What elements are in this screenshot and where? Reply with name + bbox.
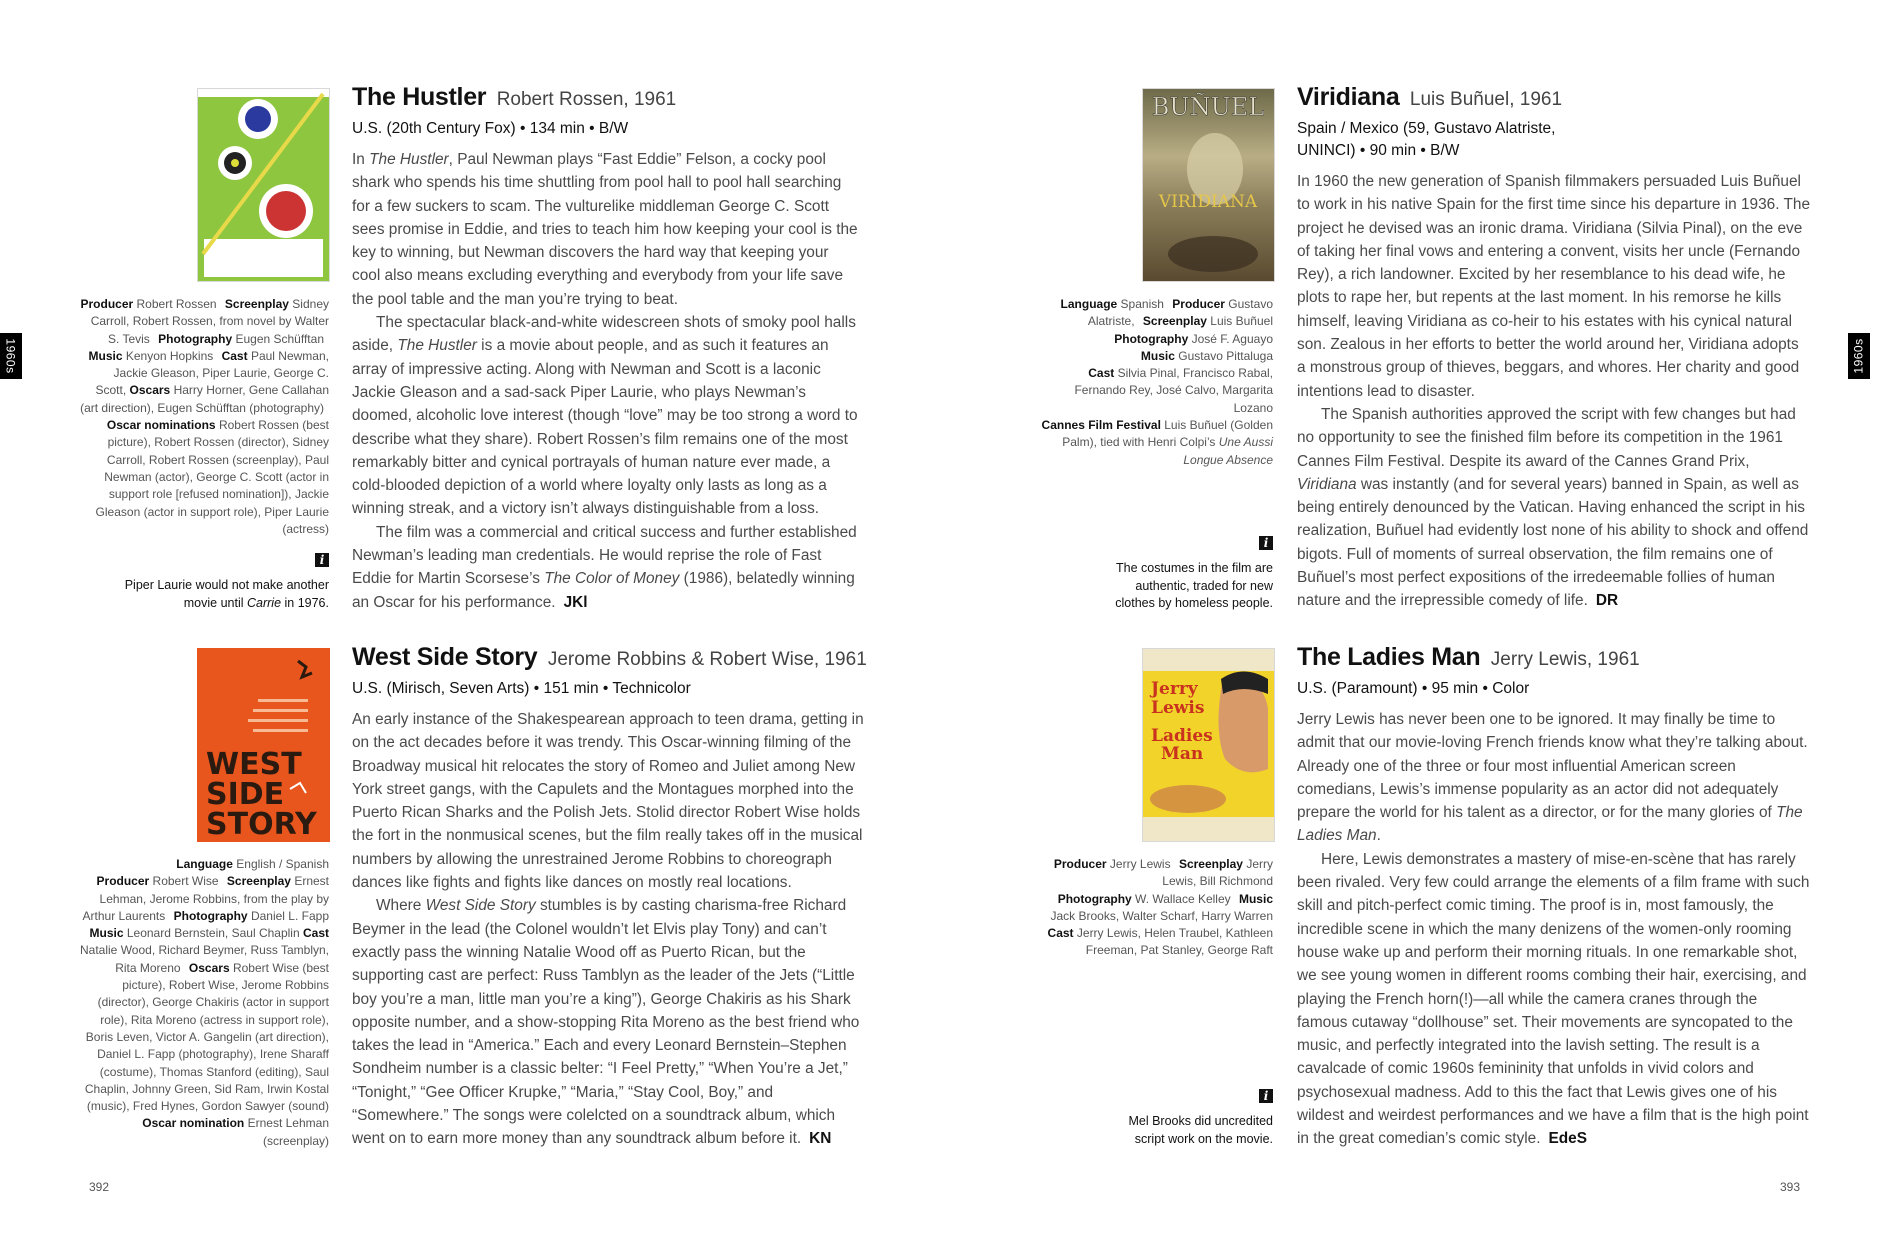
svg-text:Lewis: Lewis [1151, 698, 1205, 718]
poster-art-icon [1143, 649, 1274, 841]
trivia-viridiana: The costumes in the film are authentic, traded for new clothes by homeless people. [1115, 561, 1273, 610]
info-icon: i [1259, 1089, 1273, 1103]
decade-label: 1960s [1852, 338, 1867, 374]
page-number-right: 393 [1780, 1180, 1801, 1194]
credits-viridiana: Language Spanish Producer Gustavo Alatriste, Screenplay Luis Buñuel Photography José F. Aguayo Music Gustavo Pittaluga Cast Silvia Pinal, Francisco Rabal, Fernando Rey, José Calvo, Margarita Lozano Cannes Film Festival Luis Buñuel (Golden Palm), tied with Henri Colpi’s Une Aussi Longue Absence [1041, 297, 1273, 467]
author-initials: EdeS [1548, 1130, 1588, 1148]
author-initials: KN [809, 1130, 832, 1148]
article-viridiana [1297, 82, 1811, 613]
review-text: Jerry Lewis has never been one to be ignored. It may finally be time to admit that our movie-loving French friends know what they’re talking about. Already one of the three or four most influential American screen comedians, Lewis’s immense popularity as an actor did not adequately prepare the world for his talent as a director, or for the many glories of The Ladies Man. Here, Lewis demonstrates a mastery of mise-en-scène that has rarely been rivaled. Very few could arrange the elements of a film frame with such skill and pitch-perfect comic timing. The proof is in, most famously, the incredible scene in which the many denizens of the women-only rooming house wake up and perform their morning rituals. In one remarkable shot, we see young women in different rooms combing their hair, exercising, and playing the French horn(!)—all while the camera cranes through the famous cutaway “dollhouse” set. Their movements are syncopated to the music, and perfectly integrated into the lavish setting. The result is a cavalcade of comic 1960s femininity that unfolds in vivid colors and psychosexual madness. Add to this the fact that Lewis gives one of his wildest and weirdest performances and we have a film that is the high point in the great comedian’s comic style. EdeS [1297, 711, 1810, 1148]
article-west-side-story [352, 642, 868, 1151]
svg-text:WEST: WEST [206, 747, 302, 782]
article-the-hustler [352, 82, 860, 614]
director-year: Luis Buñuel, 1961 [1409, 89, 1563, 110]
film-meta: U.S. (Paramount) • 95 min • Color [1297, 680, 1530, 697]
svg-text:Ladies: Ladies [1151, 726, 1213, 746]
film-title: West Side Story [352, 643, 538, 671]
poster-art-icon [1143, 89, 1274, 281]
director-year: Robert Rossen, 1961 [496, 89, 677, 110]
poster-viridiana [1142, 88, 1275, 282]
trivia-the-hustler: Piper Laurie would not make another movie until Carrie in 1976. [124, 578, 329, 610]
author-initials: DR [1595, 592, 1619, 610]
film-title: The Ladies Man [1297, 643, 1481, 671]
svg-text:BUÑUEL: BUÑUEL [1151, 93, 1265, 121]
credits-west-side-story: Language English / Spanish Producer Robert Wise Screenplay Ernest Lehman, Jerome Robbins, from the play by Arthur Laurents Photography Daniel L. Fapp Music Leonard Bernstein, Saul Chaplin Cast Natalie Wood, Richard Beymer, Russ Tamblyn, Rita Moreno Oscars Robert Wise (best picture), Robert Wise, Jerome Robbins (director), George Chakiris (actor in support role), Rita Moreno (actress in support role), Boris Leven, Victor A. Gangelin (art direction), Daniel L. Fapp (photography), Irene Sharaff (costume), Thomas Stanford (editing), Saul Chaplin, Johnny Green, Sid Ram, Irwin Kostal (music), Fred Hynes, Gordon Sawyer (sound) Oscar nomination Ernest Lehman (screenplay) [80, 857, 329, 1148]
svg-text:VIRIDIANA: VIRIDIANA [1158, 192, 1258, 212]
credits-the-ladies-man: Producer Jerry Lewis Screenplay Jerry Lewis, Bill Richmond Photography W. Wallace Kelley Music Jack Brooks, Walter Scharf, Harry Warren Cast Jerry Lewis, Helen Traubel, Kathleen Freeman, Pat Stanley, George Raft [1047, 857, 1273, 958]
film-meta: U.S. (20th Century Fox) • 134 min • B/W [352, 120, 629, 137]
credits-the-hustler: Producer Robert Rossen Screenplay Sidney Carroll, Robert Rossen, from novel by Walter S. Tevis Photography Eugen Schüfftan Music Kenyon Hopkins Cast Paul Newman, Jackie Gleason, Piper Laurie, George C. Scott, Oscars Harry Horner, Gene Callahan (art direction), Eugen Schüfftan (photography) Oscar nominations Robert Rossen (best picture), Robert Rossen (director), Sidney Carroll, Robert Rossen (screenplay), Paul Newman (actor), George C. Scott (actor in support role [refused nomination]), Jackie Gleason (actor in support role), Piper Laurie (actress) [80, 297, 329, 536]
director-year: Jerry Lewis, 1961 [1490, 649, 1640, 670]
svg-text:SIDE: SIDE [206, 777, 285, 812]
film-title: The Hustler [352, 83, 487, 111]
film-title: Viridiana [1297, 83, 1400, 111]
poster-the-ladies-man [1142, 648, 1275, 842]
svg-text:Jerry: Jerry [1151, 679, 1198, 699]
info-icon: i [1259, 536, 1273, 550]
info-icon: i [315, 553, 329, 567]
article-the-ladies-man [1297, 642, 1811, 1151]
author-initials: JKl [563, 593, 588, 611]
film-meta: Spain / Mexico (59, Gustavo Alatriste, UNINCI) • 90 min • B/W [1297, 120, 1556, 159]
poster-art-icon [198, 89, 329, 281]
decade-label: 1960s [4, 338, 19, 374]
decade-tab-left [0, 333, 22, 379]
poster-west-side-story [197, 648, 330, 842]
film-meta: U.S. (Mirisch, Seven Arts) • 151 min • Technicolor [352, 680, 691, 697]
svg-text:STORY: STORY [206, 807, 317, 841]
poster-art-icon [198, 649, 329, 841]
trivia-the-ladies-man: Mel Brooks did uncredited script work on the movie. [1128, 1114, 1273, 1146]
review-text: An early instance of the Shakespearean approach to teen drama, getting in on the act decades before it was trendy. This Oscar-winning filming of the Broadway musical hit relocates the story of Romeo and Juliet among New York street gangs, with the Capulets and the Montagues morphed into the Puerto Rican Sharks and the Polish Jets. Stolid director Robert Wise holds the fort in the nonmusical scenes, but the film really takes off in the musical numbers by allowing the unrestrained Jerome Robbins to choreograph dances like fights and fights like dances on mostly real locations. Where West Side Story stumbles is by casting charisma-free Richard Beymer in the lead (the Colonel wouldn’t let Elvis play Tony) and can’t exactly pass the winning Natalie Wood off as Puerto Rican, but the supporting cast are perfect: Russ Tamblyn as the leader of the Jets (“Little boy you’re a man, little man you’re a king”), George Chakiris as his Shark opposite number, and a show-stopping Rita Moreno as the best friend who takes the lead in “America.” Each and every Leonard Bernstein–Stephen Sondheim number is a classic belter: “I Feel Pretty,” “When You’re a Jet,” “Tonight,” “Gee Officer Krupke,” “Maria,” “Stay Cool, Boy,” and “Somewhere.” The songs were colelcted on a soundtrack album, which went on to earn more money than any soundtrack album before it. KN [352, 711, 864, 1148]
svg-text:Man: Man [1161, 744, 1204, 764]
review-text: In The Hustler, Paul Newman plays “Fast Eddie” Felson, a cocky pool shark who spends his time shuttling from pool hall to pool hall searching for a few suckers to scam. The vulturelike middleman George C. Scott sees promise in Eddie, and tries to teach him how keeping your cool is the key to winning, but Newman discovers the hard way that keeping your cool also means excluding everything and everybody from your life save the pool table and the man you’re trying to beat. The spectacular black-and-white widescreen shots of smoky pool halls aside, The Hustler is a movie about people, and as such it features an array of impressive acting. Along with Newman and Scott is a laconic Jackie Gleason and a sad-sack Piper Laurie, who plays Newman’s doomed, alcoholic love interest (though “love” may be too strong a word to describe what they share). Robert Rossen’s film remains one of the most remarkably bitter and cynical portrayals of human nature ever made, a cold-blooded depiction of a world where loyalty only lasts as long as a winning streak, and a victory isn’t always distinguishable from a loss. The film was a commercial and critical success and further established Newman’s leading man credentials. He would reprise the role of Fast Eddie for Martin Scorsese’s The Color of Money (1986), belatedly winning an Oscar for his performance. JKl [352, 151, 858, 611]
page-number-left: 392 [89, 1180, 110, 1194]
poster-the-hustler [197, 88, 330, 282]
decade-tab-right [1848, 333, 1870, 379]
director-year: Jerome Robbins & Robert Wise, 1961 [547, 649, 867, 670]
review-text: In 1960 the new generation of Spanish filmmakers persuaded Luis Buñuel to work in his native Spain for the first time since his departure in 1936. The project he devised was an ironic drama. Viridiana (Silvia Pinal), on the eve of taking her final vows and entering a convent, visits her uncle (Fernando Rey), a rich landowner. Excited by her resemblance to his dead wife, he plots to rape her, but repents at the last moment. In his remorse he kills himself, leaving Viridiana as co-heir to his estates with his cynical natural son. Zealous in her efforts to better the world around her, Viridiana adopts a monstrous group of thieves, beggars, and whores. Her charity and good intentions lead to disaster. The Spanish authorities approved the script with few changes but had no opportunity to see the finished film before its competition in the 1961 Cannes Film Festival. Despite its award of the Cannes Grand Prix, Viridiana was instantly (and for several years) banned in Spain, as well as being entirely denounced by the Vatican. Having enhanced the script in his realization, Buñuel had evidently lost none of his ability to shock and offend bigots. Full of moments of surreal observation, the film remains one of Buñuel’s most perfect expositions of the irredeemable follies of human nature and the irrepressible comedy of life. DR [1297, 173, 1811, 610]
